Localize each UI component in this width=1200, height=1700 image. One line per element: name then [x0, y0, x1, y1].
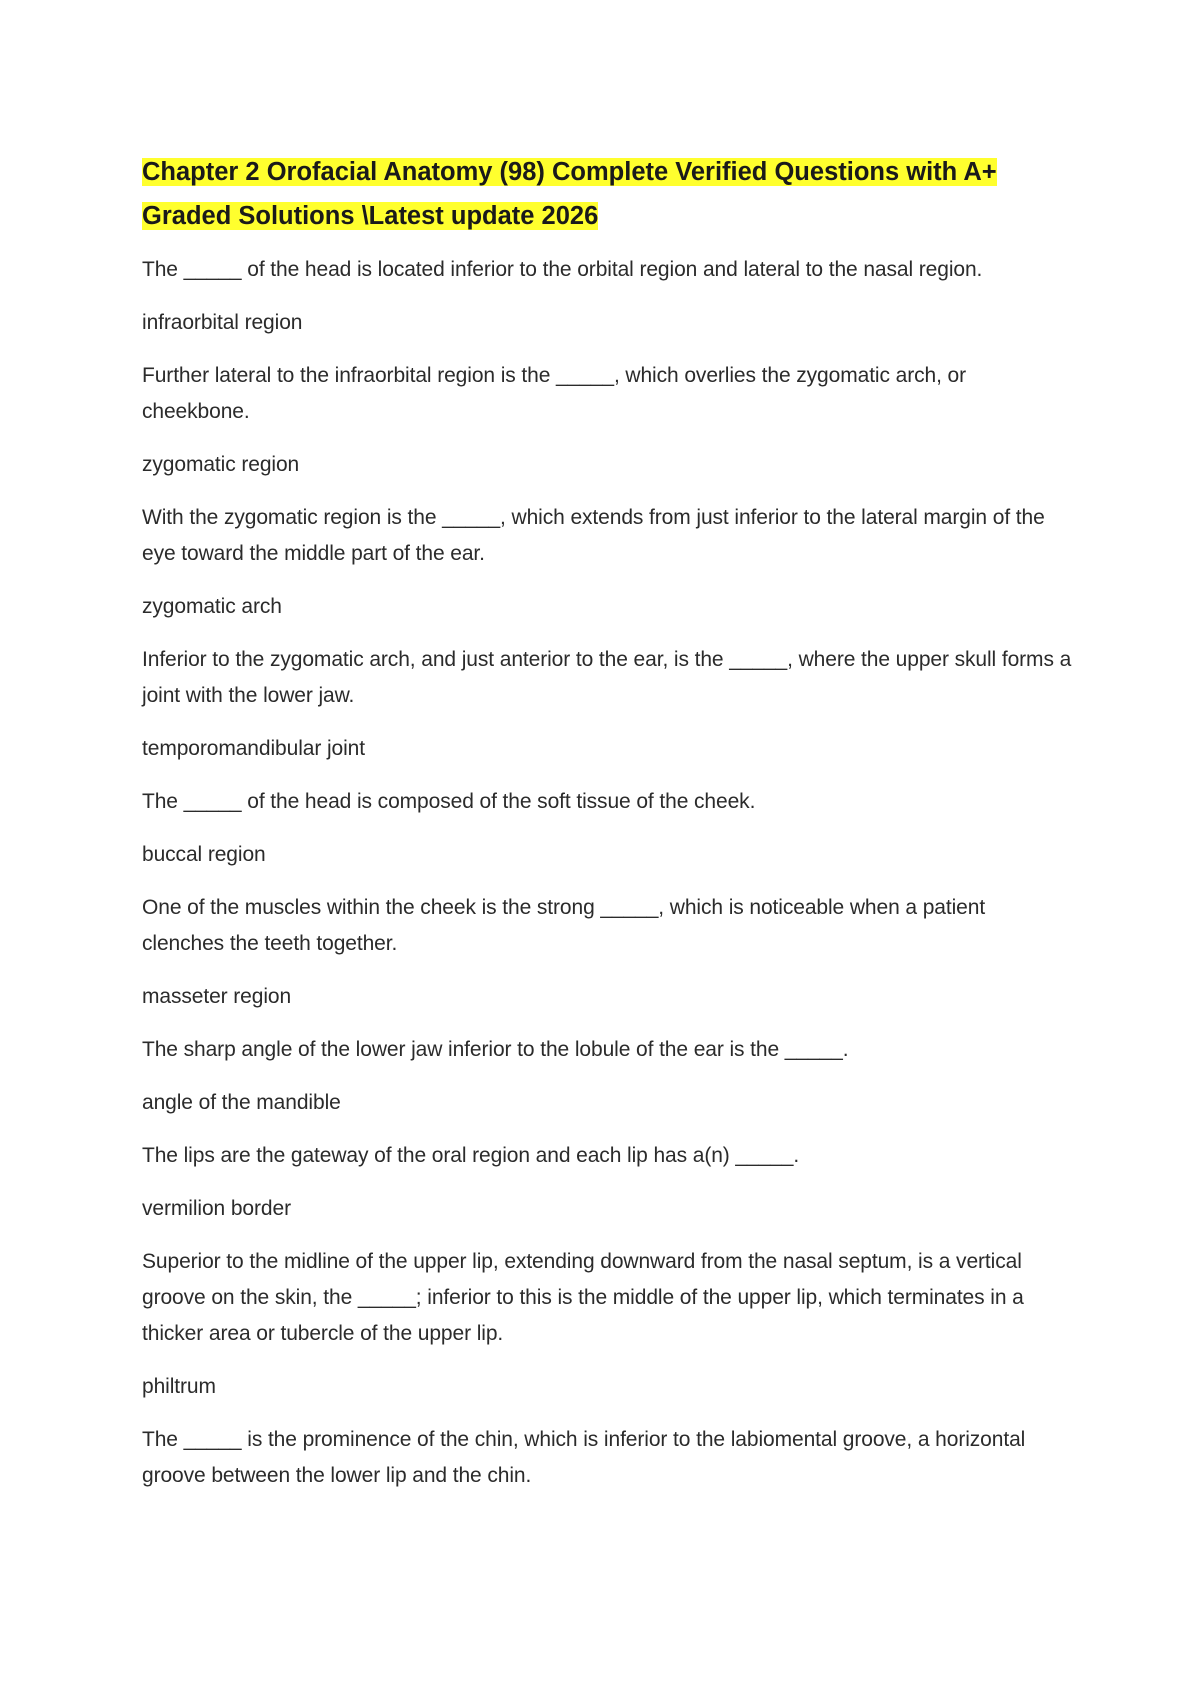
question-text: Superior to the midline of the upper lip, extending downward from the nasal septum, is a vertical groove on the skin, the _____; inferior to this is the middle of the upper lip, which terminates in a thicker area or tubercle of the upper lip.	[142, 1250, 1024, 1345]
answer-text: zygomatic arch	[142, 595, 282, 618]
qa-item	[142, 500, 1072, 625]
question-text: One of the muscles within the cheek is the strong _____, which is noticeable when a patient clenches the teeth together.	[142, 896, 986, 955]
answer-text: philtrum	[142, 1375, 216, 1398]
question-text: Inferior to the zygomatic arch, and just anterior to the ear, is the _____, where the upper skull forms a joint with the lower jaw.	[142, 648, 1072, 707]
question-text: Further lateral to the infraorbital region is the _____, which overlies the zygomatic arch, or cheekbone.	[142, 364, 967, 423]
document-page	[142, 150, 1072, 1511]
document-title-highlight: Chapter 2 Orofacial Anatomy (98) Complete Verified Questions with A+ Graded Solutions \Latest update 2026	[142, 158, 997, 230]
qa-item	[142, 1244, 1072, 1405]
qa-item	[142, 1032, 1072, 1121]
question-text: The _____ of the head is located inferior to the orbital region and lateral to the nasal region.	[142, 258, 983, 281]
answer-text: angle of the mandible	[142, 1091, 341, 1114]
qa-item	[142, 890, 1072, 1015]
answer-text: infraorbital region	[142, 311, 303, 334]
qa-item	[142, 1138, 1072, 1227]
answer-text: buccal region	[142, 843, 266, 866]
qa-item	[142, 784, 1072, 873]
document-title	[142, 150, 1072, 238]
question-text: The _____ of the head is composed of the soft tissue of the cheek.	[142, 790, 756, 813]
answer-text: zygomatic region	[142, 453, 300, 476]
question-text: The _____ is the prominence of the chin, which is inferior to the labiomental groove, a horizontal groove between the lower lip and the chin.	[142, 1428, 1026, 1487]
question-text: The lips are the gateway of the oral region and each lip has a(n) _____.	[142, 1144, 800, 1167]
qa-list	[142, 252, 1072, 1494]
qa-item	[142, 1422, 1072, 1494]
qa-item	[142, 358, 1072, 483]
answer-text: masseter region	[142, 985, 292, 1008]
answer-text: vermilion border	[142, 1197, 291, 1220]
question-text: The sharp angle of the lower jaw inferior to the lobule of the ear is the _____.	[142, 1038, 849, 1061]
answer-text: temporomandibular joint	[142, 737, 365, 760]
qa-item	[142, 252, 1072, 341]
qa-item	[142, 642, 1072, 767]
question-text: With the zygomatic region is the _____, which extends from just inferior to the lateral margin of the eye toward the middle part of the ear.	[142, 506, 1045, 565]
